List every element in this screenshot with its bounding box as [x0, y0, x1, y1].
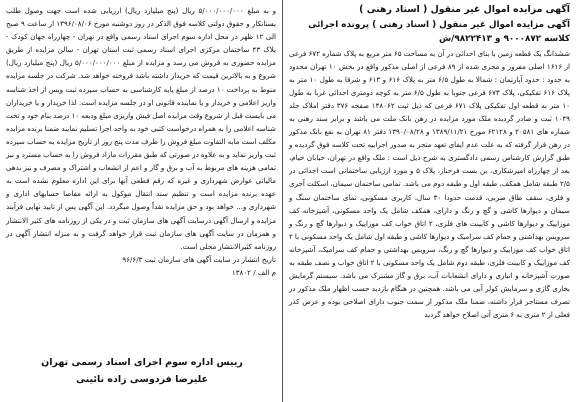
notice-title: آگهی مزایده اموال غیر منقول ( اسناد رهنی ) — [359, 4, 570, 15]
signature-block — [8, 354, 276, 388]
signature-name: علیرضا فردوسی زاده نائینی — [76, 374, 208, 385]
case-number: کلاسه ۹۰۰۰۸۷۲ و ۹۸۲۲۴۱۳/ش — [439, 34, 570, 44]
reference-number: م الف / ۱۳۸۰۲ — [231, 267, 276, 277]
notice-subtitle: آگهی مزایده اموال غیر منقول ( اسناد رهنی ) پرونده اجرائی — [308, 19, 570, 30]
notice-column-start — [283, 0, 576, 402]
property-description-text: ششدانگ یک قطعه زمین با بنای احداثی در آن به مساحت ۶۵ متر مربع به پلاک شماره ۶۷۲ فرعی از ۱۶۱۶ اصلی مفروز و مجزی شده از ۸۹ فرعی از اصلی مذکور واقع در بخش ۱۰ تهران محدود به حدود : حدود آپارتمان : شمالا به طول ۶/۵ متر به پلاک ۶۱۶ و ۶۱۳ و شرقا به طول ۱۰ متر به پلاک ۶۱۶ تفکیکی، پلاک ۶۷۳ فرعی جنوبا به طول ۶/۵ متر به کوچه دومتری احداثی غربا به طول ۱۰ متر به قطعه اول تفکیکی پلاک ۶۷۱ فرعی که ذیل ثبت ۱۴۸۰۶۲ صفحه ۳۷۶ دفتر املاک جلد ۱۰۴۹ ثبت و صادر گردیده ملک مورد مزایده در رهن بانک ملت می باشد و برابر سند رهنی به شماره های ۲۰۵۸۱ و ۶۲۱۲۸ مورخ ۱۳۸۹/۱۱/۲۱ و ۱۳۹۰/۰۸/۲۸ دفتر ۸۱ تهران به نفع بانک مذکور در رهن قرار گرفته که به علت عدم ایفای تعهد منجر به صدور اجراییه تحت کلاسه فوق گردیده و طبق گزارش کارشناس رسمی دادگستری به شرح ذیل است : ملک واقع در تهران، خیابان خیام، بعد از چهارراه امیرشکاری، بن بست فرحناز، پلاک ۵ و مورد ارزیابی ساختمانی است احداثی در ۲/۵ طبقه شامل همکف، طبقه اول و طبقه دوم می باشد. تمامی ساختمان سیمان، اسکلت آجری و فلزی، سقف طاق ضربی، قدمت حدودا ۳۰ سال، کاربری مسکونی، نمای ساختمان سنگ و سیمان و دیوارها کاشی و گچ و رنگ و دارای، همکف شامل یک واحد مسکونی، آشپزخانه کف موزاییک و دیوارها کاشی و کابینت های فلزی، ۲ اتاق خواب کف موزاییک و دیوارها گچ و رنگ و سرویس بهداشتی و حمام کف سرامیک و دیوارها کاشی و طبقه اول شامل یک واحد مسکونی با ۲ اتاق خواب کف موزاییک و دیوارها گچ و رنگ، سرویس بهداشتی و حمام کف سرامیک، آشپزخانه کف موزاییک و کابینت فلزی، طبقه دوم شامل یک واحد مسکونی با ۲ اتاق خواب و نصف طبقه به صورت آشپزخانه و انباری و دارای انشعابات آب، برق و گاز مشترک می باشد. سیستم گرمایش بخاری گازی و سرمایش کولر آبی می باشد. همچنین در هنگام بازدید حسب اظهار ملک مذکور در تصرف مستاجر قرار داشته، ضمنا ملک مذکور از سمت جنوب دارای اصلاحی بوده و عرض کذر فعلی از ۲ متری به ۶ متری آتی اصلاح خواهد گردید — [289, 48, 571, 320]
notice-column-continuation — [0, 0, 283, 402]
auction-terms-text: و به مبلغ ۵/۰۰۰/۰۰۰/۰۰۰ ریال (پنج میلیارد ریال) ارزیابی شده است جهت وصول طلب بستانکار و حقوق دولتی کلاسه فوق الذکر در روز دوشنبه مورخ ۱۳۹۶/۰۸/۰۶ از ساعت ۹ صبح الی ۱۲ ظهر در محل اداره سوم اجرای اسناد رسمی واقع در تهران - چهارراه جهان کودک - پلاک ۴۳ ساختمان مرکزی اجرای اسناد رسمی ثبت استان تهران - سالن مزایده از طریق مزایده حضوری به فروش می رسد و مزایده از مبلغ ۵/۰۰۰/۰۰۰/۰۰۰ ریال (پنج میلیارد ریال) شروع و به بالاترین قیمت که خریدار داشته باشد فروخته خواهد شد. شرکت در جلسه مزایده منوط به پرداخت ۱۰ درصد از مبلغ پایه کارشناسی به حساب سپرده ثبت ویس از اخذ شناسه واریز اعلامی و خریدار و یا نماینده قانونی او در جلسه مزایده است. لذا خریدار و یا خریداران می بایست قبل از شروع وقت مزایده اصل فیش واریزی مبلغ ودیعه ۱۰ درصد بنام خود و تحت شناسه اعلامی را به همراه درخواست کتبی خود به واحد اجرا تسلیم نمایند ضمنا برنده مزایده مکلف است مابه التفاوت مبلغ فروش را ظرف مدت پنج روز از تاریخ مزایده به حساب سپرده ثبت واریز نماید و به علاوه در صورتی که طبق مقررات مازاد فروش را به حساب مسترد و نیز تمامی هزینه های مربوط به آب و برق و گاز و اعم از انشعاب و اشتراک و مصرف و نیز بدهی مالیاتی عوارض شهرداری و غیره که رقم قطعی آنها برای این اداره معلوم نشده است به عهده برنده مزایده است و تنظیم سند انتقال موکول به ارائه مفاصا حسابهای اداری و شهرداری و... خواهد بود و حق مزایده نقداً وصول میگردد. این آگهی پس از تایید نهایی فرآیند مزایده و ارسال آگهی درسایت آگهی های سازمان ثبت و در یکی از روزنامه های کثیر الانتشار و همزمان در سایت آگهی های سازمان ثبت قرار خواهد گرفت و به منزله انتشار آگهی در روزنامه کثیرالانتشار محلی است. — [6, 6, 277, 251]
signature-office: رییس اداره سوم اجرای اسناد رسمی تهران — [41, 357, 243, 368]
publication-date-line: تاریخ انتشار در سایت آگهی های سازمان ثبت ۹۶/۶/۳ — [122, 254, 276, 264]
